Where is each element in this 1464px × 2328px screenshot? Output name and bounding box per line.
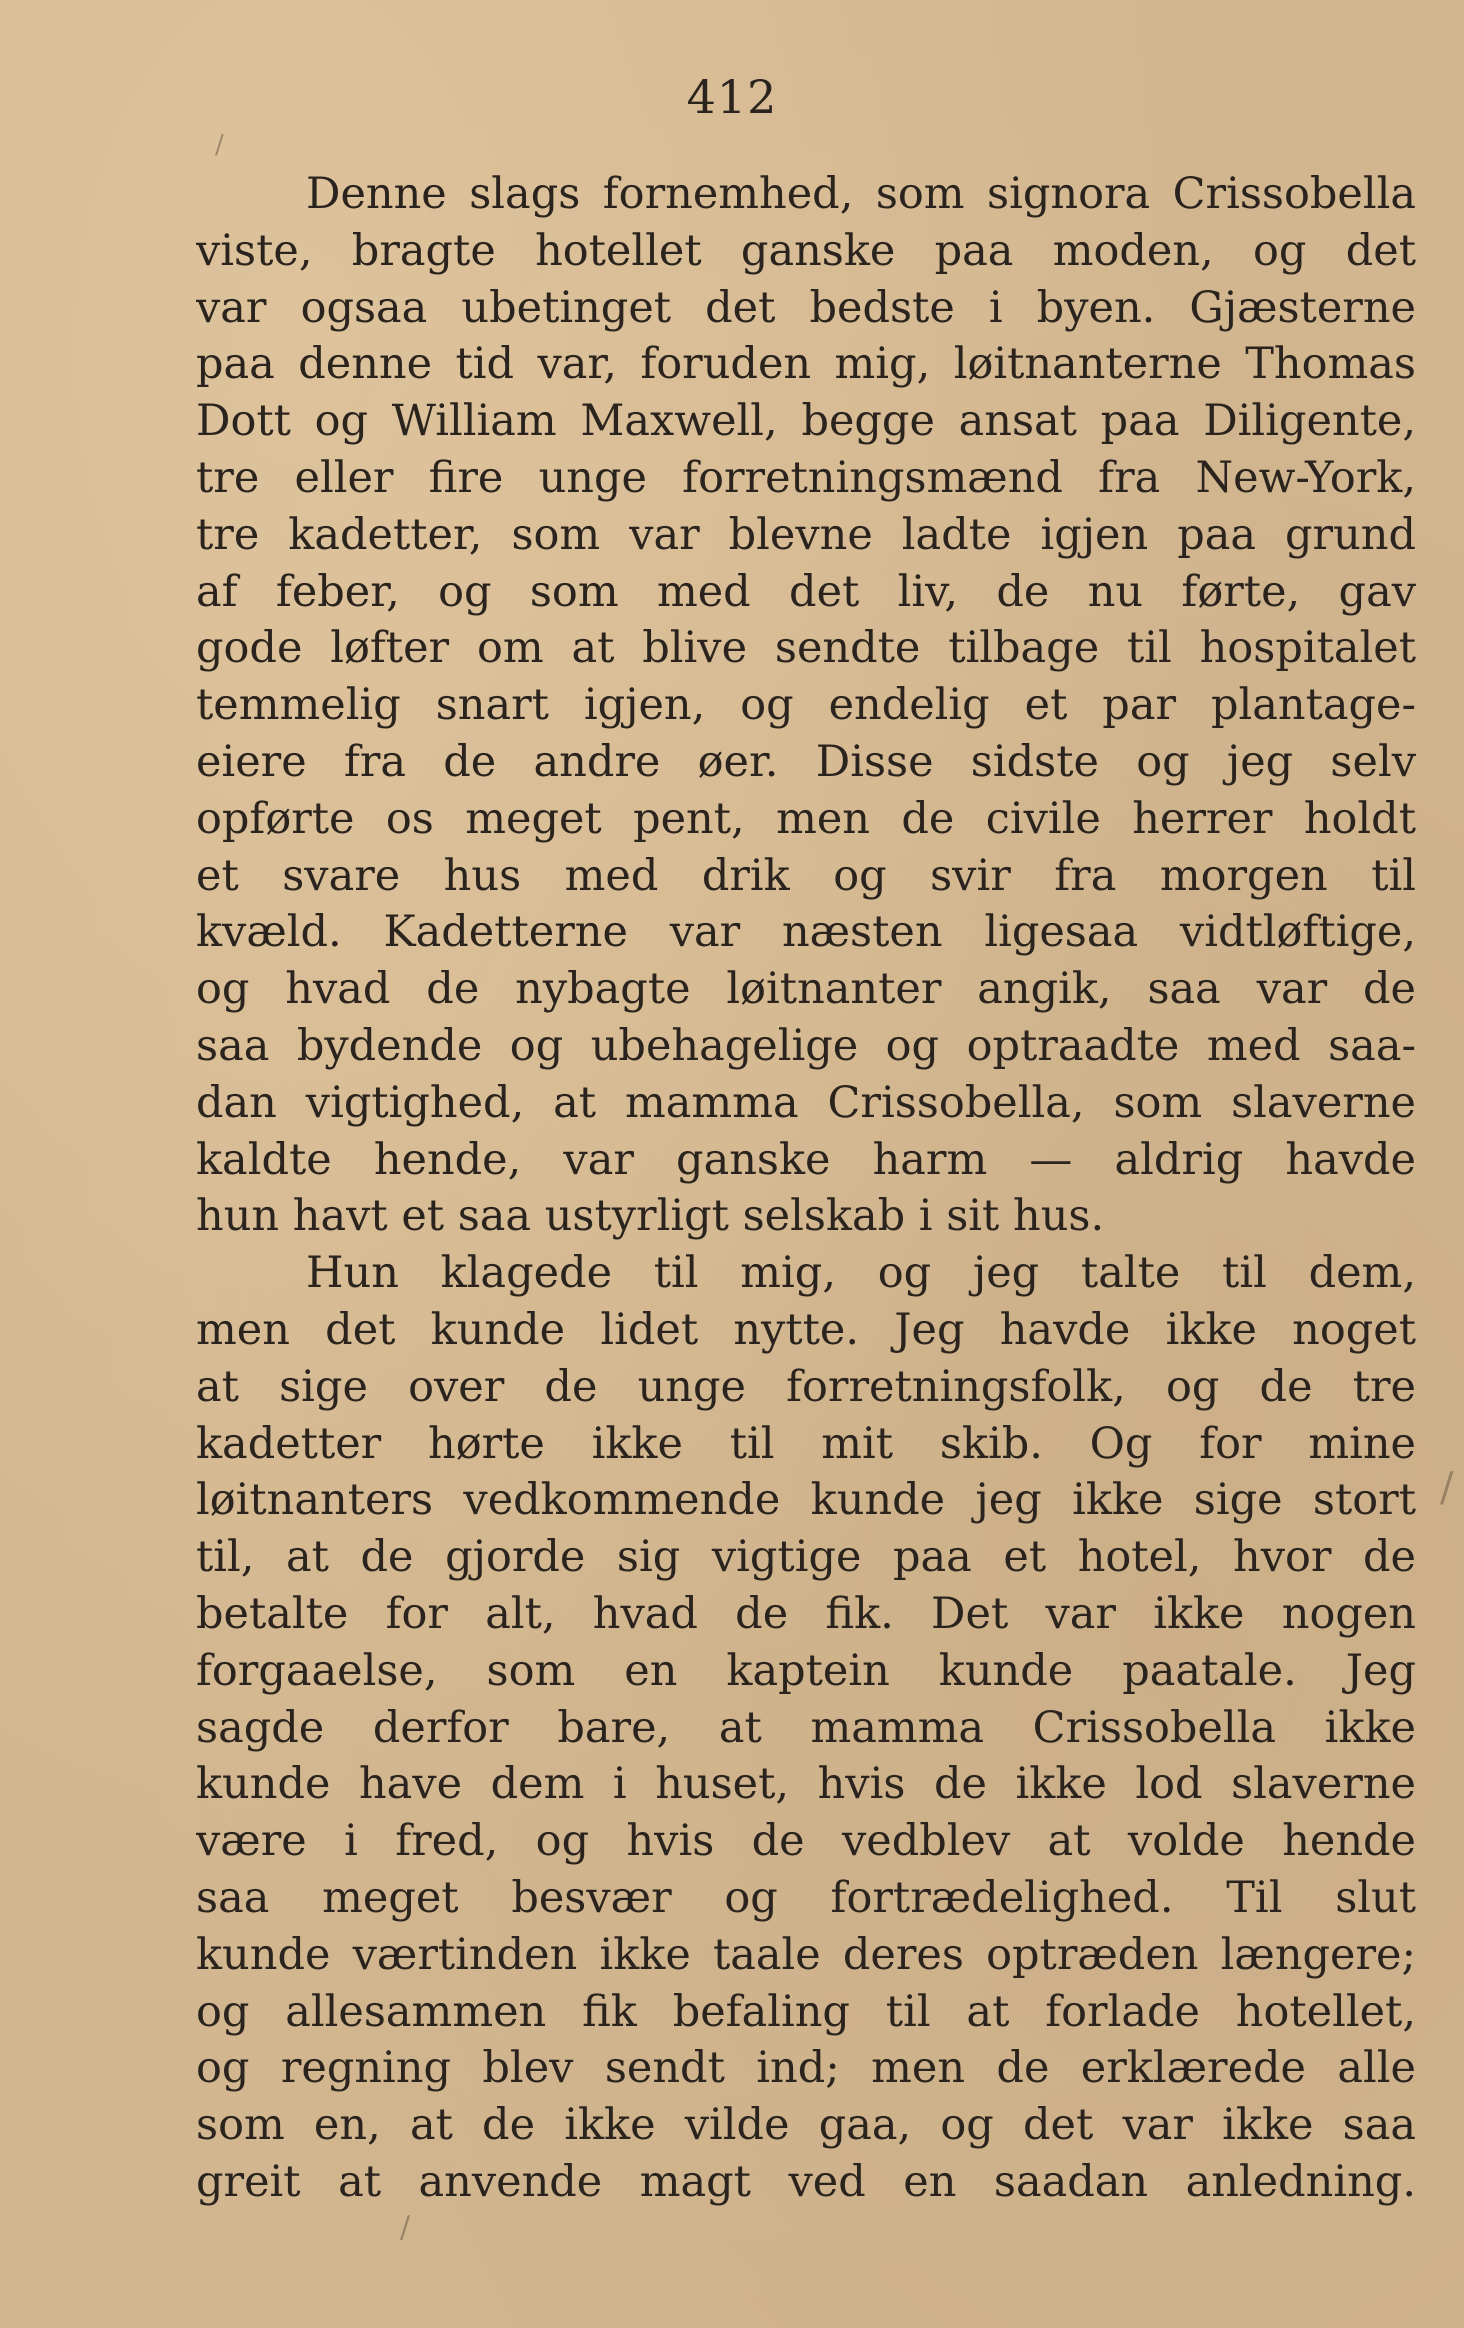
paragraph-1-line: dan vigtighed, at mamma Crissobella, som slaverne [196,1077,1416,1128]
paragraph-2-line: være i fred, og hvis de vedblev at volde hende [196,1816,1416,1867]
paragraph-1-line: tre kadetter, som var blevne ladte igjen paa grund [196,509,1416,560]
paragraph-1-line: gode løfter om at blive sendte tilbage til hospitalet [196,623,1416,674]
page-number: 412 [686,70,778,124]
paragraph-1-line: Denne slags fornemhed, som signora Crissobella [306,169,1416,219]
paragraph-1-line: paa denne tid var, foruden mig, løitnanterne Thomas [196,339,1416,390]
paragraph-1-line: kvæld. Kadetterne var næsten ligesaa vidtløftige, [196,907,1416,958]
paragraph-2-line: men det kunde lidet nytte. Jeg havde ikke noget [196,1304,1416,1355]
paragraph-2-line: at sige over de unge forretningsfolk, og de tre [196,1361,1416,1412]
paragraph-2-line: forgaaelse, som en kaptein kunde paatale. Jeg [196,1645,1416,1696]
paragraph-1-line: eiere fra de andre øer. Disse sidste og jeg selv [196,736,1416,787]
paragraph-1-line: saa bydende og ubehagelige og optraadte med saa- [196,1020,1416,1071]
paragraph-2-line: til, at de gjorde sig vigtige paa et hotel, hvor de [196,1532,1416,1583]
paragraph-1-line: viste, bragte hotellet ganske paa moden, og det [196,225,1416,276]
paragraph-2-line: sagde derfor bare, at mamma Crissobella ikke [196,1702,1416,1753]
paragraph-1-line: kaldte hende, var ganske harm — aldrig havde [196,1134,1416,1185]
paragraph-1-line: var ogsaa ubetinget det bedste i byen. Gjæsterne [196,282,1416,333]
paragraph-2-line: og allesammen fik befaling til at forlade hotellet, [196,1986,1416,2037]
paragraph-2-line: betalte for alt, hvad de fik. Det var ikke nogen [196,1588,1416,1639]
pencil-mark-icon: / [400,2210,411,2245]
paragraph-1-line: af feber, og som med det liv, de nu førte, gav [196,566,1416,617]
paragraph-1-line: Dott og William Maxwell, begge ansat paa Diligente, [196,396,1416,447]
paragraph-2-line: og regning blev sendt ind; men de erklærede alle [196,2043,1416,2094]
paragraph-2-line: løitnanters vedkommende kunde jeg ikke sige stort [196,1475,1416,1526]
paragraph-2-line: Hun klagede til mig, og jeg talte til dem, [306,1248,1416,1299]
paragraph-2-line: kunde have dem i huset, hvis de ikke lod slaverne [196,1759,1416,1810]
paragraph-1-line: tre eller fire unge forretningsmænd fra New-York, [196,452,1416,503]
paragraph-2-line: kadetter hørte ikke til mit skib. Og for mine [196,1418,1416,1469]
paragraph-2-line: saa meget besvær og fortrædelighed. Til slut [196,1872,1416,1923]
paragraph-1-line: temmelig snart igjen, og endelig et par plantage- [196,680,1416,731]
paragraph-1-line: opførte os meget pent, men de civile herrer holdt [196,793,1416,844]
paragraph-1-line: et svare hus med drik og svir fra morgen til [196,850,1416,901]
paragraph-2-line: kunde værtinden ikke taale deres optræden længere; [196,1929,1416,1980]
pencil-mark-icon: / [215,130,224,160]
paragraph-2-line: som en, at de ikke vilde gaa, og det var ikke saa [196,2100,1416,2151]
paragraph-1-line: hun havt et saa ustyrligt selskab i sit hus. [196,1191,1105,1242]
pencil-mark-icon: / [1440,1465,1454,1511]
paragraph-2-line: greit at anvende magt ved en saadan anledning. [196,2156,1416,2207]
body-text [196,166,1416,2211]
paragraph-1-line: og hvad de nybagte løitnanter angik, saa var de [196,964,1416,1015]
